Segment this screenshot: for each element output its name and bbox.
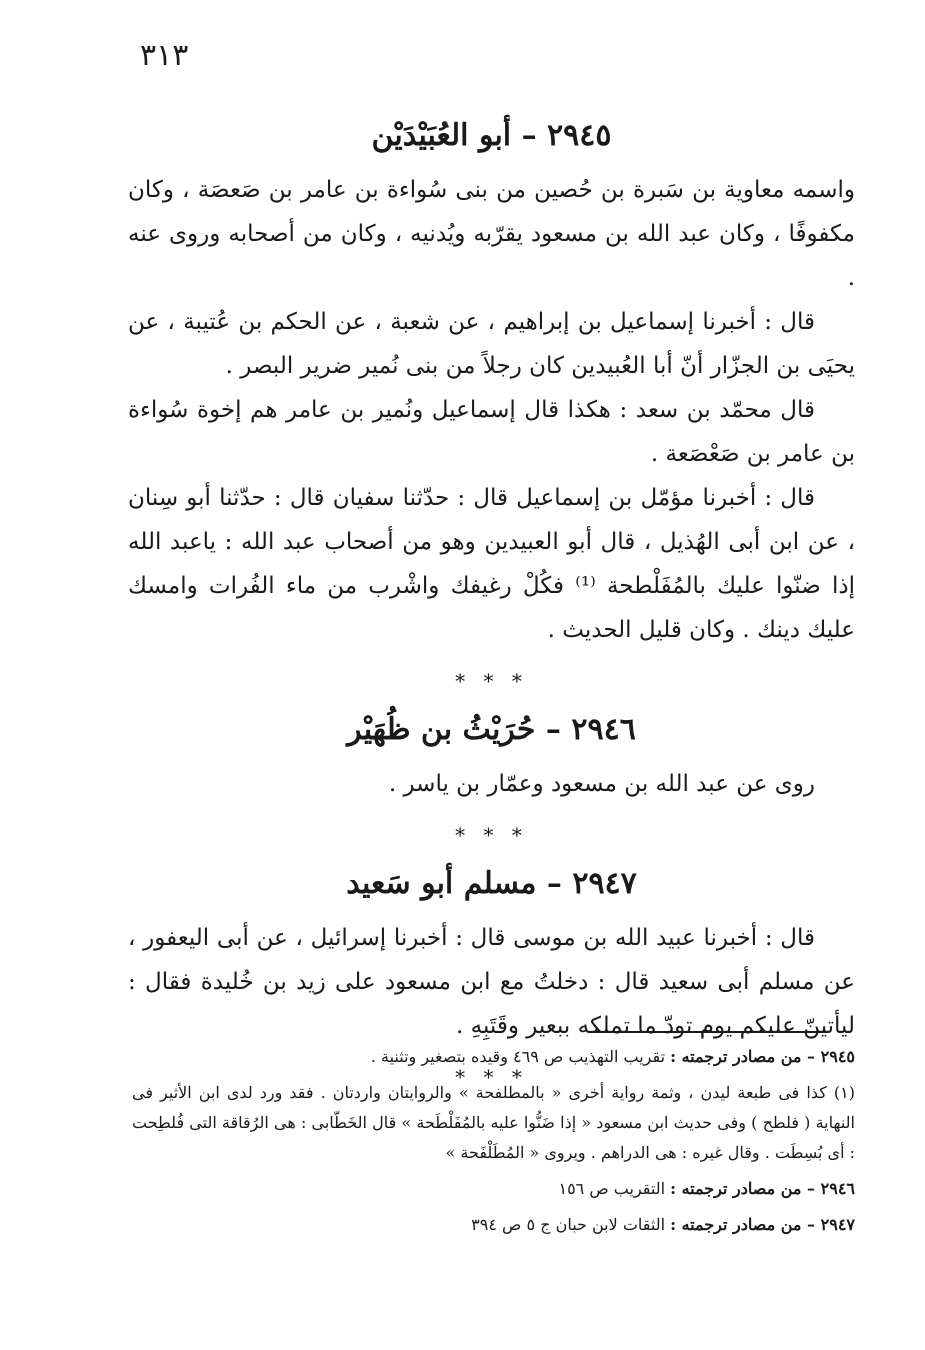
footnote-lead: ٢٩٤٥ – من مصادر ترجمته : xyxy=(670,1047,855,1066)
paragraph: روى عن عبد الله بن مسعود وعمّار بن ياسر . xyxy=(388,771,815,797)
footnotes xyxy=(132,1042,855,1246)
paragraph: واسمه معاوية بن سَبرة بن حُصين من بنى سُواءة بن عامر بن صَعصَة ، وكان مكفوفًا ، وكان عبد الله بن مسعود يقرّبه ويُدنيه ، وكان من أصحابه وروى عنه . xyxy=(128,177,855,291)
paragraph: قال : أخبرنا إسماعيل بن إبراهيم ، عن شعبة ، عن الحكم بن عُتيبة ، عن يحيَى بن الجزّار أنّ أبا العُبيدين كان رجلاً من بنى نُمير ضرير البصر . xyxy=(128,309,855,379)
paragraph: قال محمّد بن سعد : هكذا قال إسماعيل ونُمير بن عامر هم إخوة سُواءة بن عامر بن صَعْصَعة . xyxy=(128,397,855,467)
footnote-sources-2946 xyxy=(132,1174,855,1204)
section-separator: * * * xyxy=(455,669,528,693)
entry-2946 xyxy=(128,704,855,806)
footnote-sources-2947 xyxy=(132,1210,855,1240)
footnote-lead: ٢٩٤٦ – من مصادر ترجمته : xyxy=(670,1179,855,1198)
entry-2947 xyxy=(128,858,855,1048)
footnote-lead: ٢٩٤٧ – من مصادر ترجمته : xyxy=(670,1215,855,1234)
entry-heading: ٢٩٤٧ – مسلم أبو سَعيد xyxy=(346,866,637,901)
footnote-rule xyxy=(592,1031,827,1033)
section-separator: * * * xyxy=(455,1065,528,1089)
paragraph: قال : أخبرنا مؤمّل بن إسماعيل قال : حدّثنا سفيان قال : حدّثنا أبو سِنان ، عن ابن أبى الهُذيل ، قال أبو العبيدين وهو من أصحاب عبد الله : ياعبد الله إذا ضنّوا عليك بالمُفَلْطحة ⁽¹⁾ فكُلْ رغيفك واشْرب من ماء الفُرات وامسك عليك دينك . وكان قليل الحديث . xyxy=(128,485,855,643)
footnote-text: تقريب التهذيب ص ٤٦٩ وقيده بتصغير وتثنية . xyxy=(370,1047,671,1066)
entry-heading: ٢٩٤٥ – أبو العُبَيْدَيْن xyxy=(371,118,612,153)
footnote-text: التقريب ص ١٥٦ xyxy=(558,1179,671,1198)
paragraph: قال : أخبرنا عبيد الله بن موسى قال : أخبرنا إسرائيل ، عن أبى اليعفور ، عن مسلم أبى سعيد قال : دخلتُ مع ابن مسعود على زيد بن خُليدة فقال : ليأتينّ عليكم يوم تودّ ما تملكه ببعير وقَتَبِهِ . xyxy=(128,925,855,1039)
footnote-text: الثقات لابن حبان ج ٥ ص ٣٩٤ xyxy=(471,1215,671,1234)
entry-heading: ٢٩٤٦ – حُرَيْثُ بن ظُهَيْر xyxy=(347,712,636,747)
section-separator: * * * xyxy=(455,823,528,847)
entry-2945 xyxy=(128,110,855,652)
footnote-1 xyxy=(132,1078,855,1168)
page-number: ٣١٣ xyxy=(140,38,189,73)
main-text xyxy=(128,110,855,1100)
footnote-sources-2945 xyxy=(132,1042,855,1072)
footnote-text: (١) كذا فى طبعة ليدن ، وثمة رواية أخرى « بالمطلفحة » والروايتان واردتان . فقد ورد لدى ابن الأثير فى النهاية ( فلطح ) وفى حديث ابن مسعود « إذا ضَنُّوا عليه بالمُفَلْطَحة » قال الخَطّابى : هى الرُقاقة التى فُلطِحت : أى بُسِطَت . وقال غيره : هى الدراهم . ويروى « المُطَلْفَحة » xyxy=(132,1083,855,1162)
